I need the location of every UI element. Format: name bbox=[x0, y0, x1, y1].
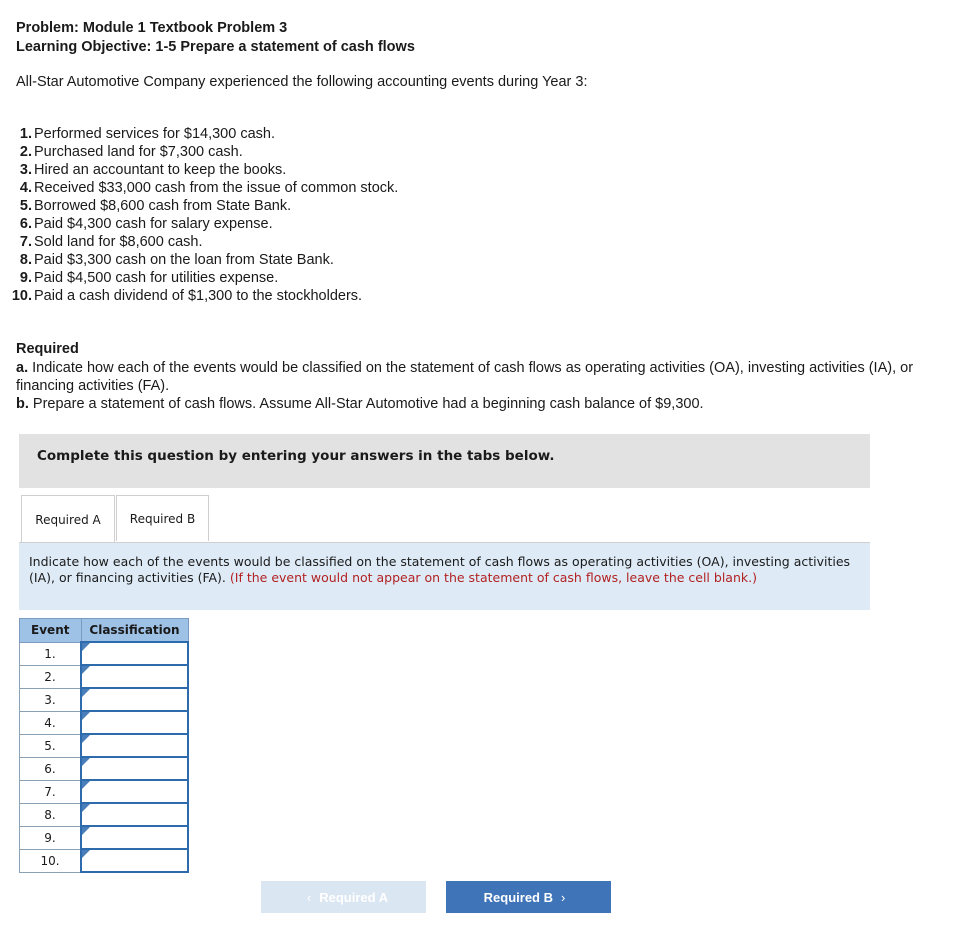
intro-text: All-Star Automotive Company experienced the following accounting events during Year 3: bbox=[16, 74, 588, 90]
event-number: 8. bbox=[19, 252, 32, 268]
event-item bbox=[0, 270, 278, 286]
event-number: 2. bbox=[19, 144, 32, 160]
event-number-cell: 2. bbox=[20, 665, 82, 688]
instruction-note: (If the event would not appear on the statement of cash flows, leave the cell blank.) bbox=[229, 570, 757, 585]
tab-instruction bbox=[19, 543, 870, 610]
dropdown-indicator-icon bbox=[82, 781, 90, 789]
dropdown-indicator-icon bbox=[82, 850, 90, 858]
event-item bbox=[0, 198, 291, 214]
event-text: Paid a cash dividend of $1,300 to the stockholders. bbox=[34, 288, 363, 304]
classification-cell bbox=[81, 665, 188, 688]
table-row bbox=[20, 734, 189, 757]
event-text: Paid $4,300 cash for salary expense. bbox=[34, 216, 273, 232]
event-text: Purchased land for $7,300 cash. bbox=[34, 144, 243, 160]
dropdown-indicator-icon bbox=[82, 735, 90, 743]
table-row bbox=[20, 665, 189, 688]
required-a bbox=[16, 359, 951, 395]
classification-input[interactable] bbox=[82, 712, 187, 733]
dropdown-indicator-icon bbox=[82, 689, 90, 697]
event-item bbox=[0, 234, 202, 250]
dropdown-indicator-icon bbox=[82, 712, 90, 720]
event-number-cell: 10. bbox=[20, 849, 82, 872]
table-row bbox=[20, 711, 189, 734]
event-number: 6. bbox=[19, 216, 32, 232]
event-number-cell: 4. bbox=[20, 711, 82, 734]
dropdown-indicator-icon bbox=[82, 643, 90, 651]
event-item bbox=[0, 126, 275, 142]
prev-button[interactable] bbox=[261, 881, 426, 913]
dropdown-indicator-icon bbox=[82, 666, 90, 674]
event-item bbox=[0, 144, 243, 160]
event-text: Paid $4,500 cash for utilities expense. bbox=[34, 270, 279, 286]
event-item bbox=[0, 216, 273, 232]
table-row bbox=[20, 642, 189, 665]
classification-input[interactable] bbox=[82, 804, 187, 825]
table-row bbox=[20, 780, 189, 803]
classification-cell bbox=[81, 849, 188, 872]
event-item bbox=[0, 252, 334, 268]
event-number: 1. bbox=[19, 126, 32, 142]
chevron-left-icon: ‹ bbox=[306, 889, 312, 905]
instruction-main: Indicate how each of the events would be classified on the statement of cash flows as operating activities (OA), investing activities (IA), or financing activities (FA). bbox=[29, 554, 851, 585]
required-b bbox=[16, 395, 951, 413]
event-item bbox=[0, 162, 286, 178]
banner-text: Complete this question by entering your answers in the tabs below. bbox=[37, 448, 555, 464]
classification-input[interactable] bbox=[82, 758, 187, 779]
event-number: 9. bbox=[19, 270, 32, 286]
dropdown-indicator-icon bbox=[82, 827, 90, 835]
problem-title: Problem: Module 1 Textbook Problem 3 bbox=[16, 20, 288, 36]
required-a-text: Indicate how each of the events would be classified on the statement of cash flows as operating activities (OA), investing activities (IA), or financing activities (FA). bbox=[16, 360, 914, 394]
event-header: Event bbox=[20, 619, 82, 643]
classification-input[interactable] bbox=[82, 666, 187, 687]
classification-cell bbox=[81, 711, 188, 734]
event-number: 7. bbox=[19, 234, 32, 250]
event-number-cell: 1. bbox=[20, 642, 82, 665]
required-b-label: b. bbox=[16, 396, 29, 412]
classification-cell bbox=[81, 826, 188, 849]
instructions-banner bbox=[19, 434, 870, 488]
required-b-text: Prepare a statement of cash flows. Assume All-Star Automotive had a beginning cash balance of $9,300. bbox=[32, 396, 704, 412]
classification-cell bbox=[81, 642, 188, 665]
classification-table bbox=[19, 618, 189, 873]
next-button-label: Required B bbox=[483, 889, 553, 905]
classification-input[interactable] bbox=[82, 735, 187, 756]
classification-input[interactable] bbox=[82, 781, 187, 802]
classification-cell bbox=[81, 688, 188, 711]
prev-button-label: Required A bbox=[319, 889, 389, 905]
tab-required-b[interactable]: Required B bbox=[116, 495, 209, 541]
classification-input[interactable] bbox=[82, 689, 187, 710]
event-number: 3. bbox=[19, 162, 32, 178]
learning-objective: Learning Objective: 1-5 Prepare a statement of cash flows bbox=[16, 39, 415, 55]
event-item bbox=[0, 288, 362, 304]
dropdown-indicator-icon bbox=[82, 804, 90, 812]
event-number-cell: 6. bbox=[20, 757, 82, 780]
event-text: Borrowed $8,600 cash from State Bank. bbox=[34, 198, 292, 214]
event-text: Hired an accountant to keep the books. bbox=[34, 162, 287, 178]
classification-input[interactable] bbox=[82, 850, 187, 871]
event-number-cell: 9. bbox=[20, 826, 82, 849]
event-text: Received $33,000 cash from the issue of common stock. bbox=[34, 180, 399, 196]
next-button[interactable] bbox=[446, 881, 611, 913]
required-heading: Required bbox=[16, 341, 79, 357]
classification-cell bbox=[81, 734, 188, 757]
chevron-right-icon: › bbox=[561, 889, 566, 905]
classification-input[interactable] bbox=[82, 827, 187, 848]
table-row bbox=[20, 688, 189, 711]
classification-cell bbox=[81, 803, 188, 826]
table-row bbox=[20, 803, 189, 826]
event-number-cell: 7. bbox=[20, 780, 82, 803]
dropdown-indicator-icon bbox=[82, 758, 90, 766]
table-row bbox=[20, 757, 189, 780]
classification-input[interactable] bbox=[82, 643, 187, 664]
table-row bbox=[20, 826, 189, 849]
classification-header: Classification bbox=[81, 619, 188, 643]
event-number-cell: 5. bbox=[20, 734, 82, 757]
classification-cell bbox=[81, 757, 188, 780]
required-a-label: a. bbox=[16, 360, 29, 376]
event-number: 5. bbox=[19, 198, 32, 214]
tab-required-a[interactable]: Required A bbox=[21, 495, 115, 543]
event-number: 10. bbox=[11, 288, 32, 304]
event-number: 4. bbox=[19, 180, 32, 196]
event-item bbox=[0, 180, 398, 196]
table-row bbox=[20, 849, 189, 872]
classification-cell bbox=[81, 780, 188, 803]
event-number-cell: 3. bbox=[20, 688, 82, 711]
event-text: Paid $3,300 cash on the loan from State Bank. bbox=[34, 252, 334, 268]
event-number-cell: 8. bbox=[20, 803, 82, 826]
event-text: Sold land for $8,600 cash. bbox=[34, 234, 203, 250]
event-text: Performed services for $14,300 cash. bbox=[34, 126, 275, 142]
